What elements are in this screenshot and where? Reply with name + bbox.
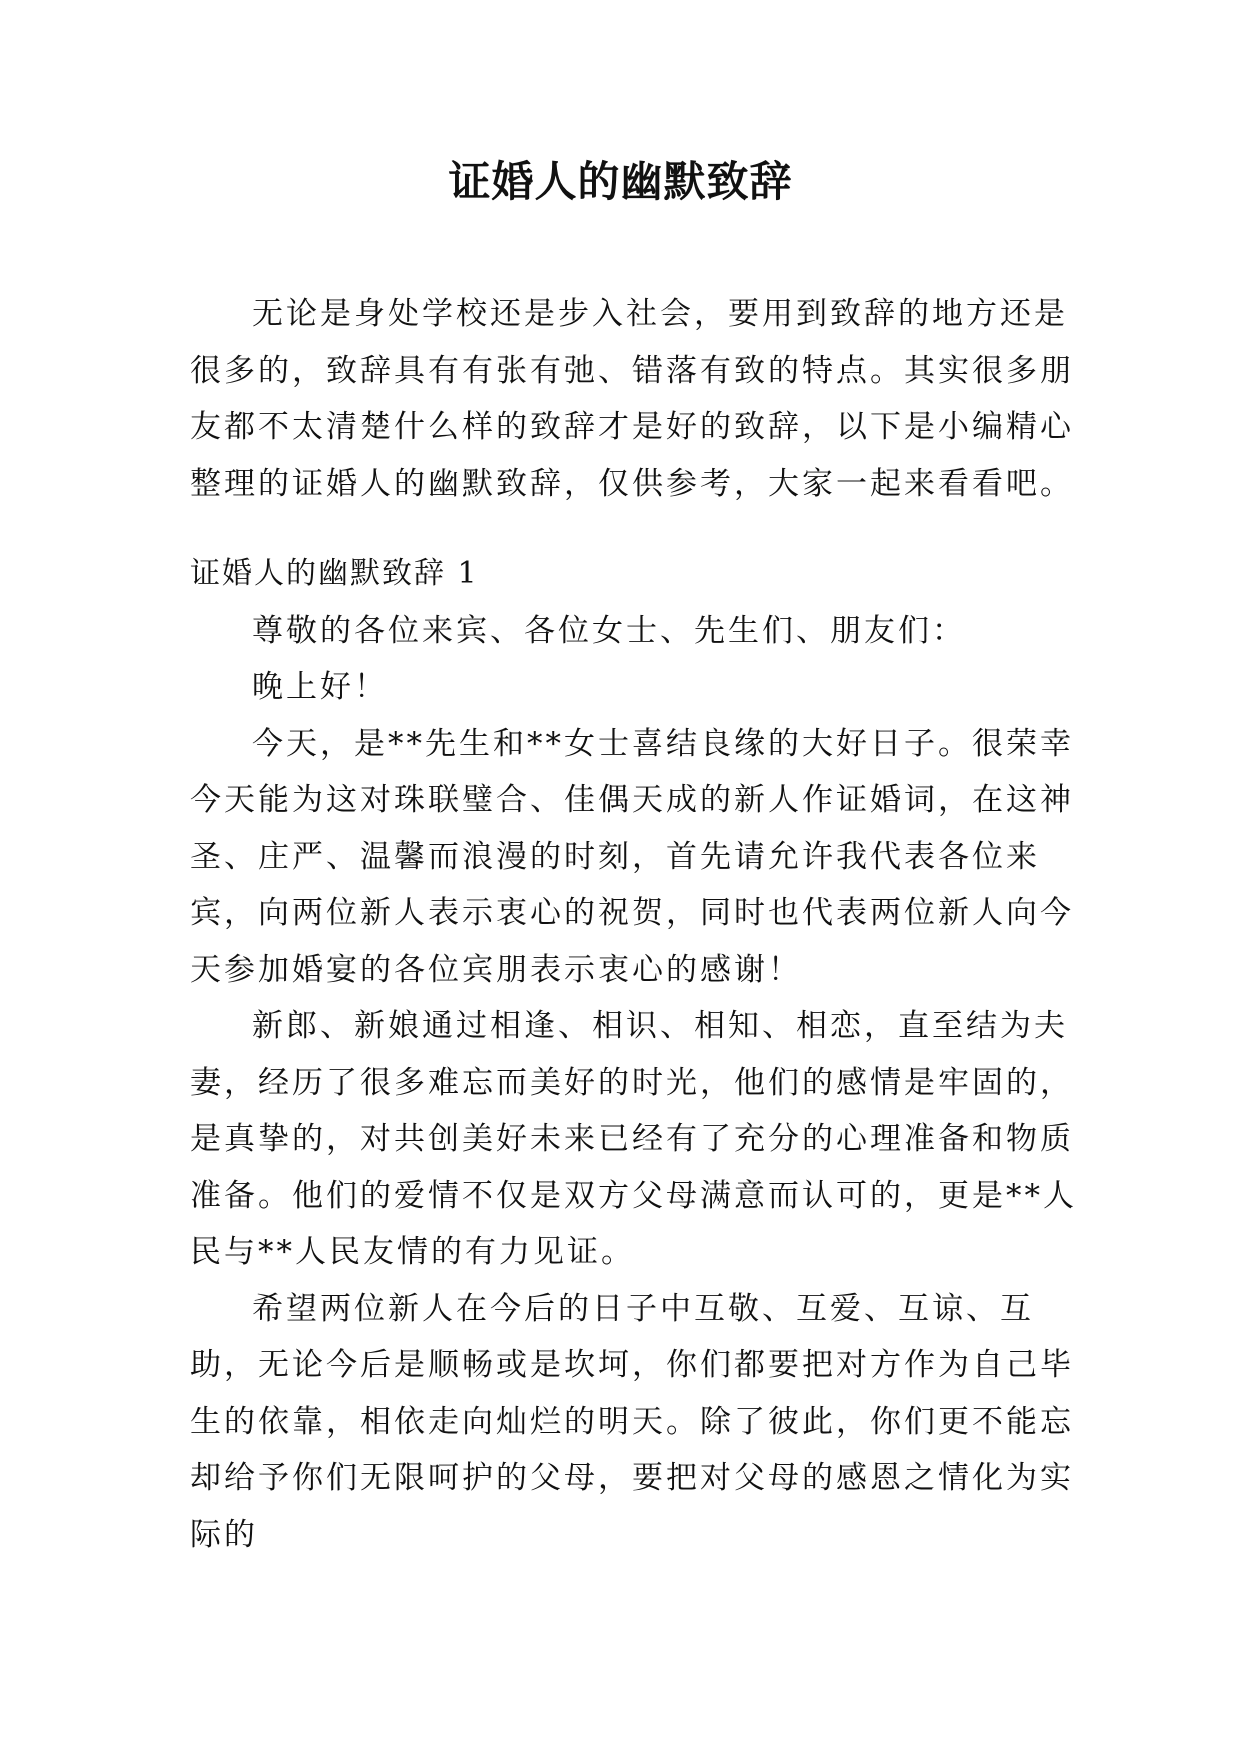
salutation-paragraph: 尊敬的各位来宾、各位女士、先生们、朋友们：: [252, 612, 966, 649]
body-paragraph: 新郎、新娘通过相逢、相识、相知、相恋，直至结为夫妻，经历了很多难忘而美好的时光，他们的感情是牢固的，是真挚的，对共创美好未来已经有了充分的心理准备和物质准备。他们的爱情不仅是双方父母满意而认可的，更是**人民与**人民友情的有力见证。: [190, 1008, 1077, 1270]
body-paragraph: 希望两位新人在今后的日子中互敬、互爱、互谅、互助，无论今后是顺畅或是坎坷，你们都要把对方作为自己毕生的依靠，相依走向灿烂的明天。除了彼此，你们更不能忘却给予你们无限呵护的父母，要把对父母的感恩之情化为实际的: [190, 1290, 1074, 1553]
document-body: [190, 286, 1080, 1563]
document-title: 证婚人的幽默致辞: [448, 157, 793, 206]
body-paragraph: 今天，是**先生和**女士喜结良缘的大好日子。很荣幸今天能为这对珠联璧合、佳偶天成的新人作证婚词，在这神圣、庄严、温馨而浪漫的时刻，首先请允许我代表各位来宾，向两位新人表示衷心的祝贺，同时也代表两位新人向今天参加婚宴的各位宾朋表示衷心的感谢！: [190, 725, 1074, 988]
intro-paragraph: 无论是身处学校还是步入社会，要用到致辞的地方还是很多的，致辞具有有张有弛、错落有致的特点。其实很多朋友都不太清楚什么样的致辞才是好的致辞，以下是小编精心整理的证婚人的幽默致辞，仅供参考，大家一起来看看吧。: [190, 296, 1074, 502]
section-heading: 证婚人的幽默致辞 1: [190, 556, 479, 591]
greeting-paragraph: 晚上好！: [252, 669, 388, 705]
